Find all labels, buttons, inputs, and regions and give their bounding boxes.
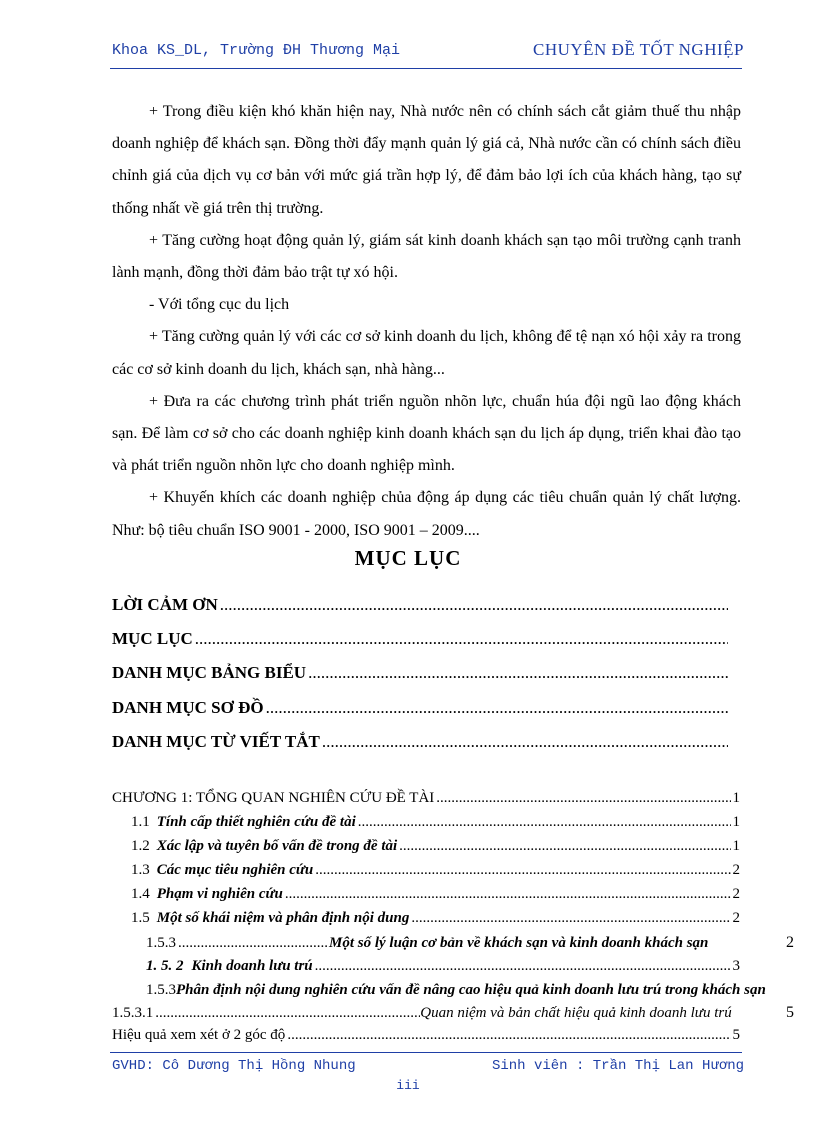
leader-dots [436, 790, 730, 807]
toc-section-number: 1.2 [131, 838, 150, 854]
header-rule [110, 68, 742, 69]
toc-entry-1-4[interactable] [131, 886, 740, 903]
toc-page-number: 3 [732, 958, 740, 974]
page-number: iii [396, 1078, 420, 1093]
toc-major-label: DANH MỤC TỪ VIẾT TẮT [112, 732, 320, 751]
toc-major-label: DANH MỤC BẢNG BIỂU [112, 663, 307, 682]
toc-page-number: 5 [786, 1004, 794, 1021]
toc-section-number: 1.3 [131, 862, 150, 878]
toc-entry-label: Tính cấp thiết nghiên cứu đề tài [156, 814, 356, 830]
leader-dots [315, 862, 730, 879]
toc-section-number: 1. 5. 2 [146, 958, 184, 974]
toc-page-number: 2 [786, 934, 794, 951]
toc-section-number: 1.5.3.1 [112, 1005, 154, 1021]
paragraph: - Với tổng cục du lịch [149, 296, 290, 314]
page-header [112, 40, 744, 66]
leader-dots [155, 1005, 420, 1022]
toc-title: MỤC LỤC [354, 546, 462, 570]
paragraph: + Trong điều kiện khó khăn hiện nay, Nhà nước nên có chính sách cắt giảm thuế thu nhập doanh nghiệp để khách sạn. Đồng thời đẩy mạnh quản lý giá cả, Nhà nước cần có chính sách điều chỉnh giá của dịch vụ cơ bản với mức giá trần hợp lý, để đảm bảo lợi ích của khách hàng, tạo sự thống nhất về giá trên thị trường. [112, 103, 741, 217]
header-doc-type: CHUYÊN ĐỀ TỐT NGHIỆP [532, 40, 744, 59]
toc-major-entry[interactable] [112, 724, 728, 752]
toc-major-entry[interactable] [112, 587, 728, 615]
leader-dots [399, 838, 730, 855]
toc-entry-effectiveness[interactable] [112, 1027, 740, 1044]
leader-dots [287, 1027, 730, 1044]
toc-major-label: LỜI CẢM ƠN [112, 595, 218, 614]
footer-rule [110, 1052, 742, 1053]
toc-page-number: 2 [732, 910, 740, 926]
paragraph: + Tăng cường hoạt động quản lý, giám sát kinh doanh khách sạn tạo môi trường cạnh tranh lành mạnh, đồng thời đảm bảo trật tự xó hội. [112, 231, 741, 282]
toc-section-number: 1.4 [131, 886, 150, 902]
leader-dots [322, 732, 728, 752]
toc-page-number: 2 [732, 886, 740, 902]
leader-dots [285, 886, 731, 903]
toc-entry-label: Xác lập và tuyên bố vấn đề trong đề tài [156, 838, 398, 854]
toc-entry-chapter-1[interactable] [112, 790, 740, 807]
toc-page-number: 1 [732, 838, 740, 854]
leader-dots [358, 814, 731, 831]
toc-entry-1-3[interactable] [131, 862, 740, 879]
toc-major-label: DANH MỤC SƠ ĐỒ [112, 698, 264, 717]
toc-section-number: 1.5 [131, 910, 150, 926]
toc-entry-label: Quan niệm và bản chất hiệu quả kinh doanh lưu trú [420, 1005, 732, 1021]
toc-major-entry[interactable] [112, 655, 728, 683]
body-text [112, 96, 741, 547]
toc-section-number: 1.1 [131, 814, 150, 830]
header-faculty: Khoa KS_DL, Trường ĐH Thương Mại [112, 42, 401, 59]
leader-dots [308, 663, 728, 683]
toc-entry-1-5[interactable] [131, 910, 740, 927]
leader-dots [178, 935, 329, 952]
toc-entry-1-5-3-scope[interactable] [146, 982, 806, 999]
toc-entry-label: Kinh doanh lưu trú [191, 958, 313, 974]
toc-page-number: 5 [732, 1027, 740, 1043]
toc-section-number: 1.5.3 [146, 935, 176, 951]
toc-entry-1-5-3[interactable] [146, 934, 794, 952]
leader-dots [220, 595, 728, 615]
toc-page-number: 1 [732, 790, 740, 806]
leader-dots [315, 958, 731, 975]
toc-entry-label: CHƯƠNG 1: TỔNG QUAN NGHIÊN CỨU ĐỀ TÀI [112, 790, 435, 806]
footer-supervisor: GVHD: Cô Dương Thị Hồng Nhung [112, 1058, 356, 1074]
toc-major-entry[interactable] [112, 621, 728, 649]
toc-entry-1-1[interactable] [131, 814, 740, 831]
toc-entry-label: Một số lý luận cơ bản về khách sạn và kinh doanh khách sạn [329, 935, 709, 951]
toc-entry-label: Phân định nội dung nghiên cứu vấn đề nâng cao hiệu quả kinh doanh lưu trú trong khách sạn [176, 982, 766, 998]
page-footer [112, 1058, 744, 1080]
leader-dots [266, 698, 728, 718]
toc-entry-label: Hiệu quả xem xét ở 2 góc độ [112, 1027, 286, 1043]
paragraph: + Khuyến khích các doanh nghiệp chủa động áp dụng các tiêu chuẩn quản lý chất lượng. Như: bộ tiêu chuẩn ISO 9001 - 2000, ISO 9001 – 2009.... [112, 489, 741, 539]
toc-section-number: 1.5.3 [146, 982, 176, 998]
leader-dots [411, 910, 730, 927]
paragraph: + Tăng cường quản lý với các cơ sở kinh doanh du lịch, không để tệ nạn xó hội xảy ra trong các cơ sở kinh doanh du lịch, khách sạn, nhà hàng... [112, 328, 741, 378]
toc-page-number: 2 [732, 862, 740, 878]
leader-dots [195, 629, 728, 649]
toc-major-entry[interactable] [112, 690, 728, 718]
toc-entry-label: Một số khái niệm và phân định nội dung [156, 910, 410, 926]
footer-student: Sinh viên : Trần Thị Lan Hương [491, 1058, 744, 1074]
toc-major-label: MỤC LỤC [112, 629, 193, 648]
toc-entry-1-2[interactable] [131, 838, 740, 855]
toc-entry-1-5-2[interactable] [146, 958, 740, 975]
toc-entry-1-5-3-1[interactable] [112, 1004, 794, 1022]
toc-entry-label: Các mục tiêu nghiên cứu [156, 862, 314, 878]
toc-page-number: 1 [732, 814, 740, 830]
paragraph: + Đưa ra các chương trình phát triển nguồn nhõn lực, chuẩn húa đội ngũ lao động khách sạn. Để làm cơ sở cho các doanh nghiệp kinh doanh khách sạn du lịch áp dụng, triển khai đào tạo và phát triển nguồn nhõn lực cho doanh nghiệp mình. [112, 392, 741, 475]
toc-entry-label: Phạm vi nghiên cứu [156, 886, 283, 902]
